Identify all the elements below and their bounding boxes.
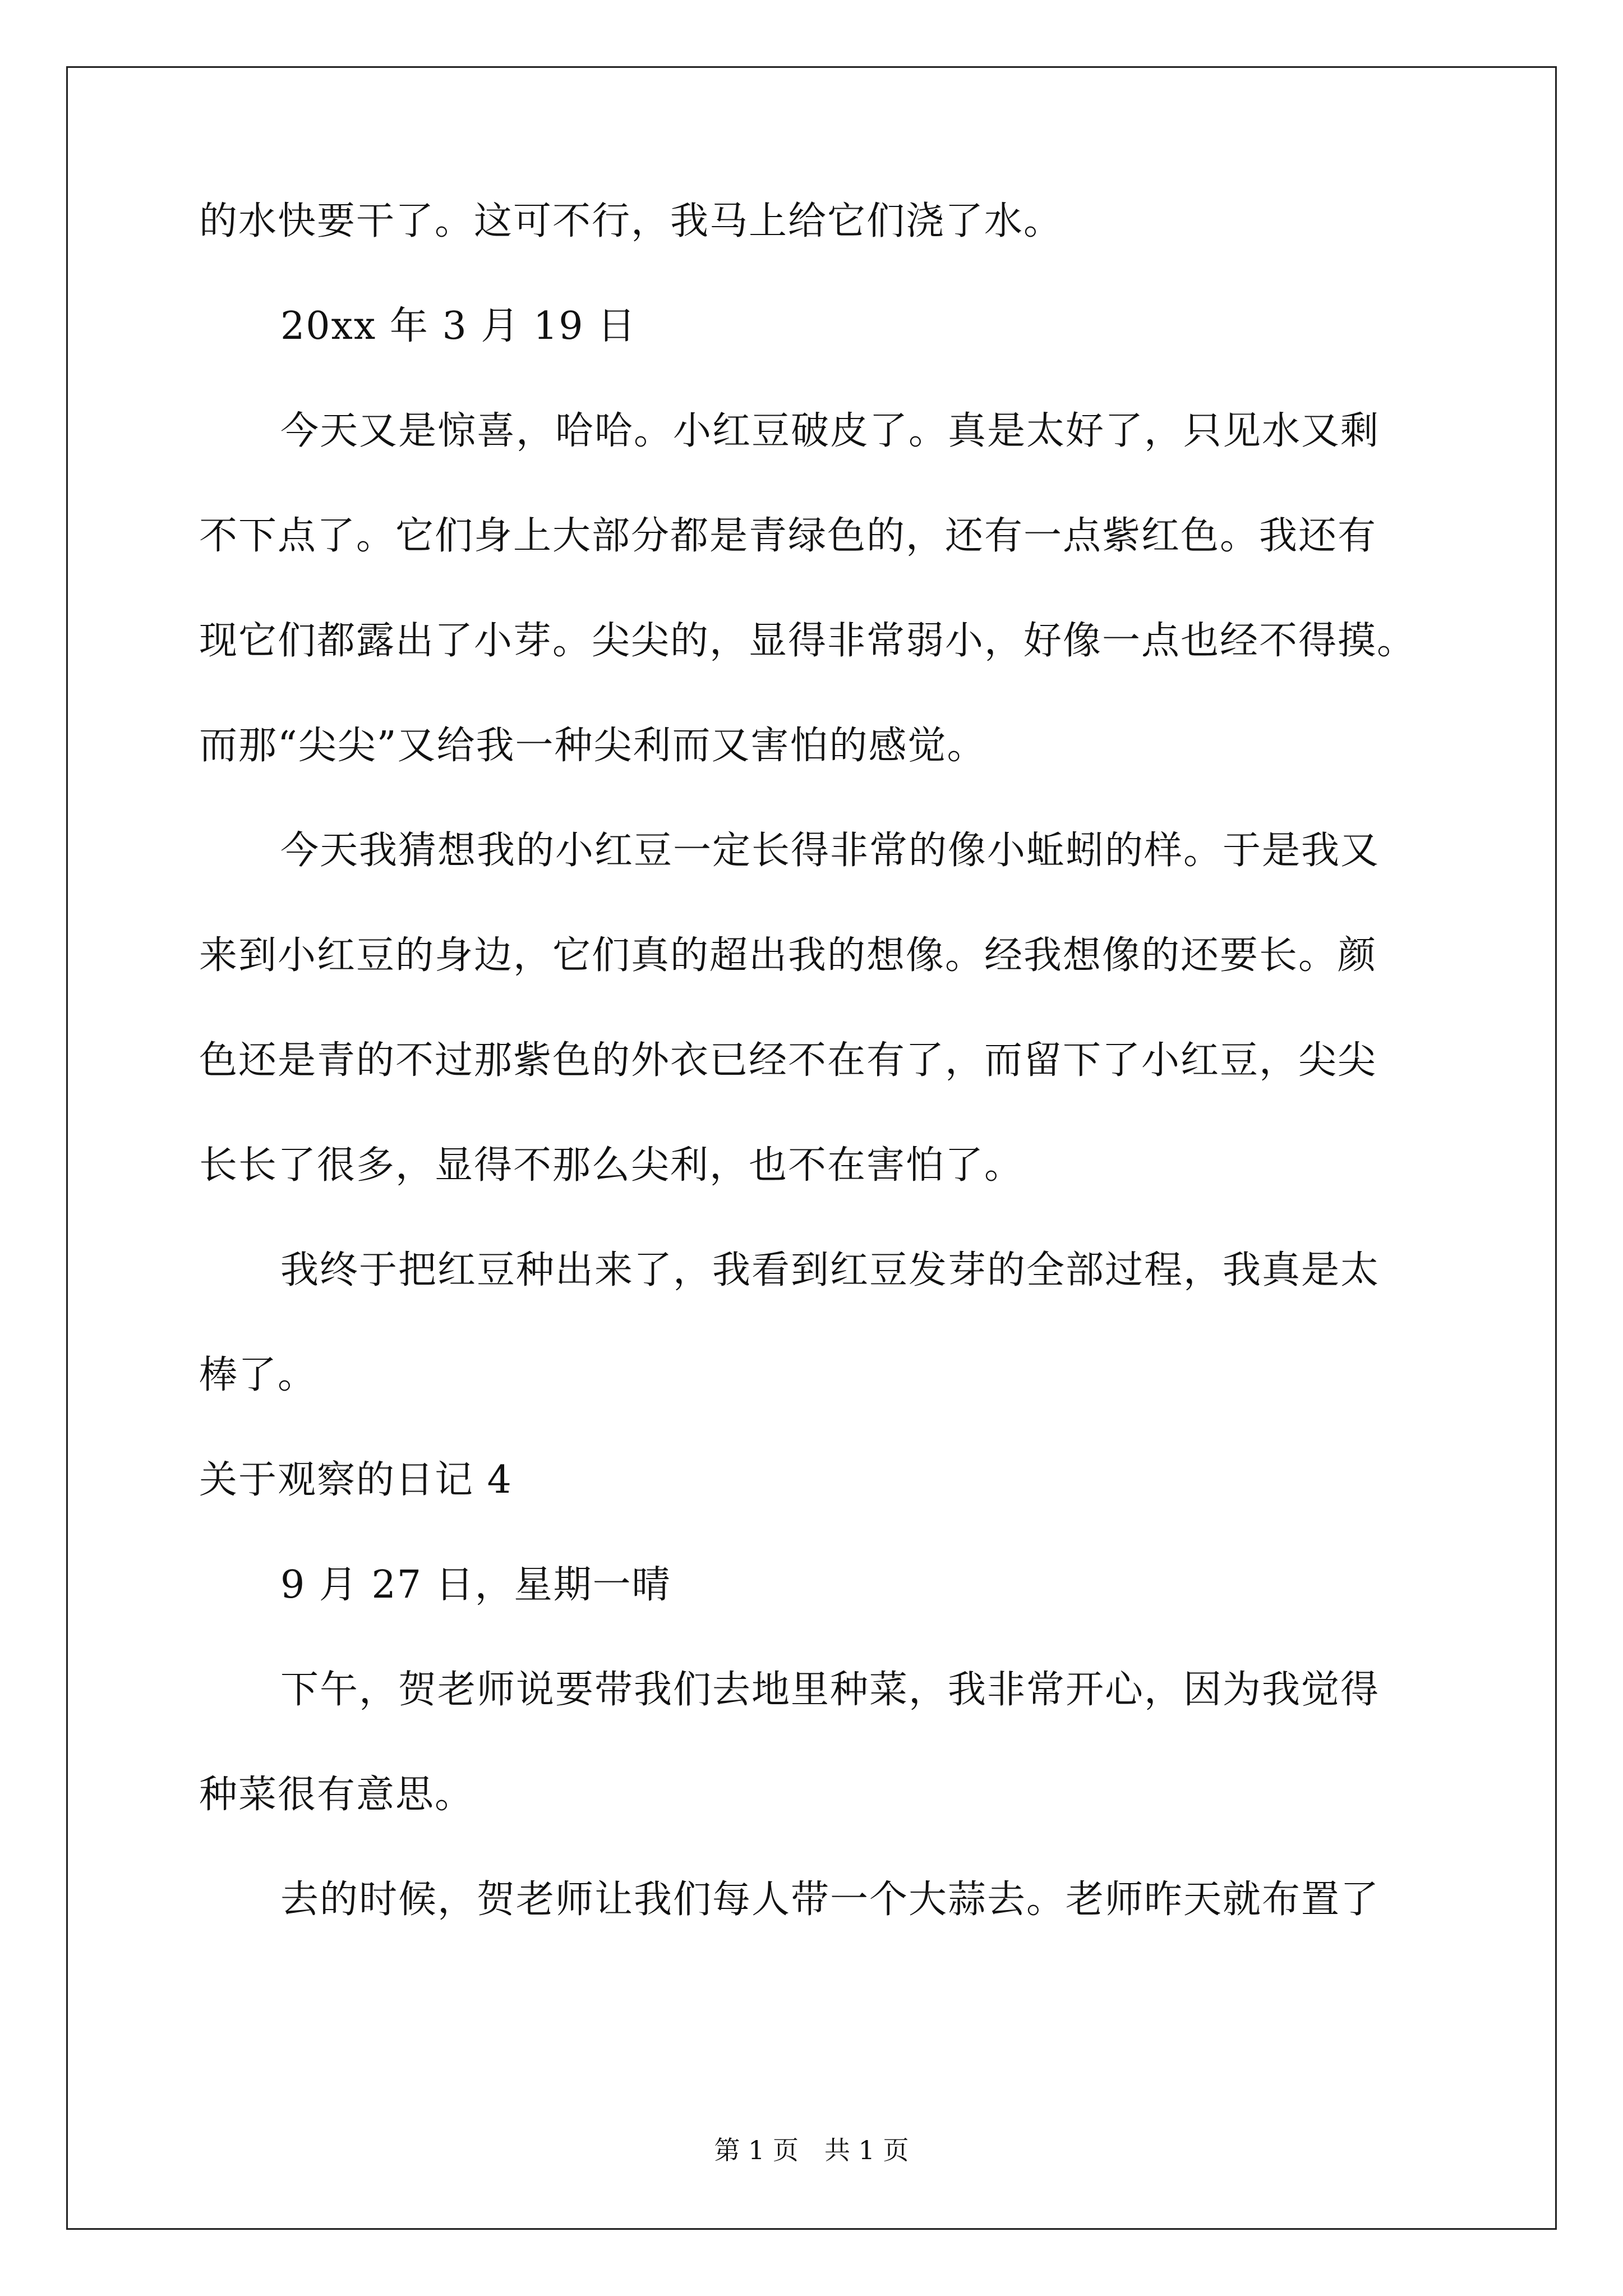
paragraph-line: 今天我猜想我的小红豆一定长得非常的像小蚯蚓的样。于是我又 [280, 829, 1380, 873]
paragraph-line: 棒了。 [199, 1353, 317, 1397]
text-line: 的水快要干了。这可不行，我马上给它们浇了水。 [199, 199, 1063, 243]
paragraph-line: 今天又是惊喜，哈哈。小红豆破皮了。真是太好了，只见水又剩 [280, 409, 1380, 453]
diary-date: 20xx 年 3 月 19 日 [280, 304, 637, 348]
paragraph-line: 我终于把红豆种出来了，我看到红豆发芽的全部过程，我真是太 [280, 1248, 1380, 1292]
page-footer: 第 1 页 共 1 页 [714, 2135, 909, 2165]
section-heading: 关于观察的日记 4 [199, 1458, 513, 1502]
diary-date: 9 月 27 日，星期一晴 [280, 1563, 671, 1607]
paragraph-line: 来到小红豆的身边，它们真的超出我的想像。经我想像的还要长。颜 [199, 933, 1377, 978]
paragraph-line: 而那“尖尖”又给我一种尖利而又害怕的感觉。 [199, 724, 986, 768]
paragraph-line: 种菜很有意思。 [199, 1773, 474, 1817]
paragraph-line: 不下点了。它们身上大部分都是青绿色的，还有一点紫红色。我还有 [199, 514, 1377, 558]
paragraph-line: 去的时候，贺老师让我们每人带一个大蒜去。老师昨天就布置了 [280, 1878, 1380, 1922]
paragraph-line: 下午，贺老师说要带我们去地里种菜，我非常开心，因为我觉得 [280, 1668, 1380, 1712]
paragraph-line: 长长了很多，显得不那么尖利，也不在害怕了。 [199, 1143, 1024, 1188]
paragraph-line: 现它们都露出了小芽。尖尖的，显得非常弱小，好像一点也经不得摸。 [199, 619, 1417, 663]
paragraph-line: 色还是青的不过那紫色的外衣已经不在有了，而留下了小红豆，尖尖 [199, 1038, 1377, 1083]
